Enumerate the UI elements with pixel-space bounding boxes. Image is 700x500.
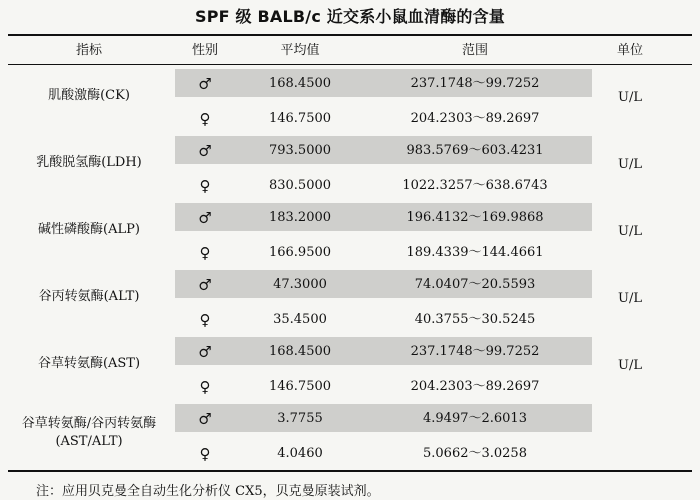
sex-male-symbol: ♂ (198, 410, 212, 428)
mean-female: 166.9500 (268, 245, 332, 260)
mean-female: 830.5000 (268, 178, 332, 193)
header-indicator: 指标 (75, 43, 102, 58)
mean-female: 4.0460 (277, 446, 323, 461)
sex-female-symbol: ♀ (199, 445, 211, 463)
range-male: 983.5769～603.4231 (406, 143, 544, 158)
table-title: SPF 级 BALB/c 近交系小鼠血清酶的含量 (195, 7, 505, 26)
range-female: 204.2303～89.2697 (410, 379, 540, 394)
indicator-name: 谷草转氨酶/谷丙转氨酶 (21, 416, 157, 431)
mean-female: 146.7500 (268, 379, 332, 394)
sex-female-symbol: ♀ (199, 244, 211, 262)
sex-male-symbol: ♂ (198, 142, 212, 160)
range-male: 237.1748～99.7252 (410, 76, 540, 91)
table-note: 注：应用贝克曼全自动生化分析仪 CX5，贝克曼原装试剂。 (36, 484, 380, 499)
unit-cell: U/L (618, 90, 642, 105)
mean-male: 3.7755 (277, 411, 323, 426)
header-range: 范围 (461, 43, 488, 58)
header-rule (8, 64, 692, 65)
sex-male-symbol: ♂ (198, 343, 212, 361)
sex-female-symbol: ♀ (199, 110, 211, 128)
indicator-cell: 谷丙转氨酶(ALT) (38, 289, 140, 304)
unit-cell: U/L (618, 224, 642, 239)
indicator-cell: 碱性磷酸酶(ALP) (38, 222, 140, 237)
range-female: 189.4339～144.4661 (406, 245, 544, 260)
sex-female-symbol: ♀ (199, 311, 211, 329)
indicator-cell (8, 415, 170, 451)
sex-male-symbol: ♂ (198, 209, 212, 227)
sex-female-symbol: ♀ (199, 177, 211, 195)
indicator-cell: 肌酸激酶(CK) (48, 88, 130, 103)
header-mean: 平均值 (280, 43, 320, 58)
mean-female: 146.7500 (268, 111, 332, 126)
bottom-rule (8, 470, 692, 472)
range-male: 74.0407～20.5593 (414, 277, 536, 292)
sex-female-symbol: ♀ (199, 378, 211, 396)
top-rule (8, 34, 692, 36)
mean-male: 183.2000 (268, 210, 332, 225)
range-female: 204.2303～89.2697 (410, 111, 540, 126)
range-female: 1022.3257～638.6743 (402, 178, 548, 193)
mean-female: 35.4500 (273, 312, 327, 327)
range-male: 196.4132～169.9868 (406, 210, 544, 225)
range-male: 237.1748～99.7252 (410, 344, 540, 359)
sex-male-symbol: ♂ (198, 276, 212, 294)
header-sex: 性别 (191, 43, 218, 58)
indicator-cell: 乳酸脱氢酶(LDH) (36, 155, 142, 170)
range-male: 4.9497～2.6013 (423, 411, 527, 426)
unit-cell: U/L (618, 291, 642, 306)
mean-male: 47.3000 (273, 277, 327, 292)
indicator-cell: 谷草转氨酶(AST) (37, 356, 141, 371)
unit-cell: U/L (618, 157, 642, 172)
unit-cell: U/L (618, 358, 642, 373)
mean-male: 168.4500 (268, 344, 332, 359)
mean-male: 793.5000 (268, 143, 332, 158)
indicator-abbreviation: (AST/ALT) (55, 434, 123, 449)
range-female: 40.3755～30.5245 (414, 312, 536, 327)
range-female: 5.0662～3.0258 (423, 446, 527, 461)
mean-male: 168.4500 (268, 76, 332, 91)
sex-male-symbol: ♂ (198, 75, 212, 93)
header-unit: 单位 (616, 43, 643, 58)
